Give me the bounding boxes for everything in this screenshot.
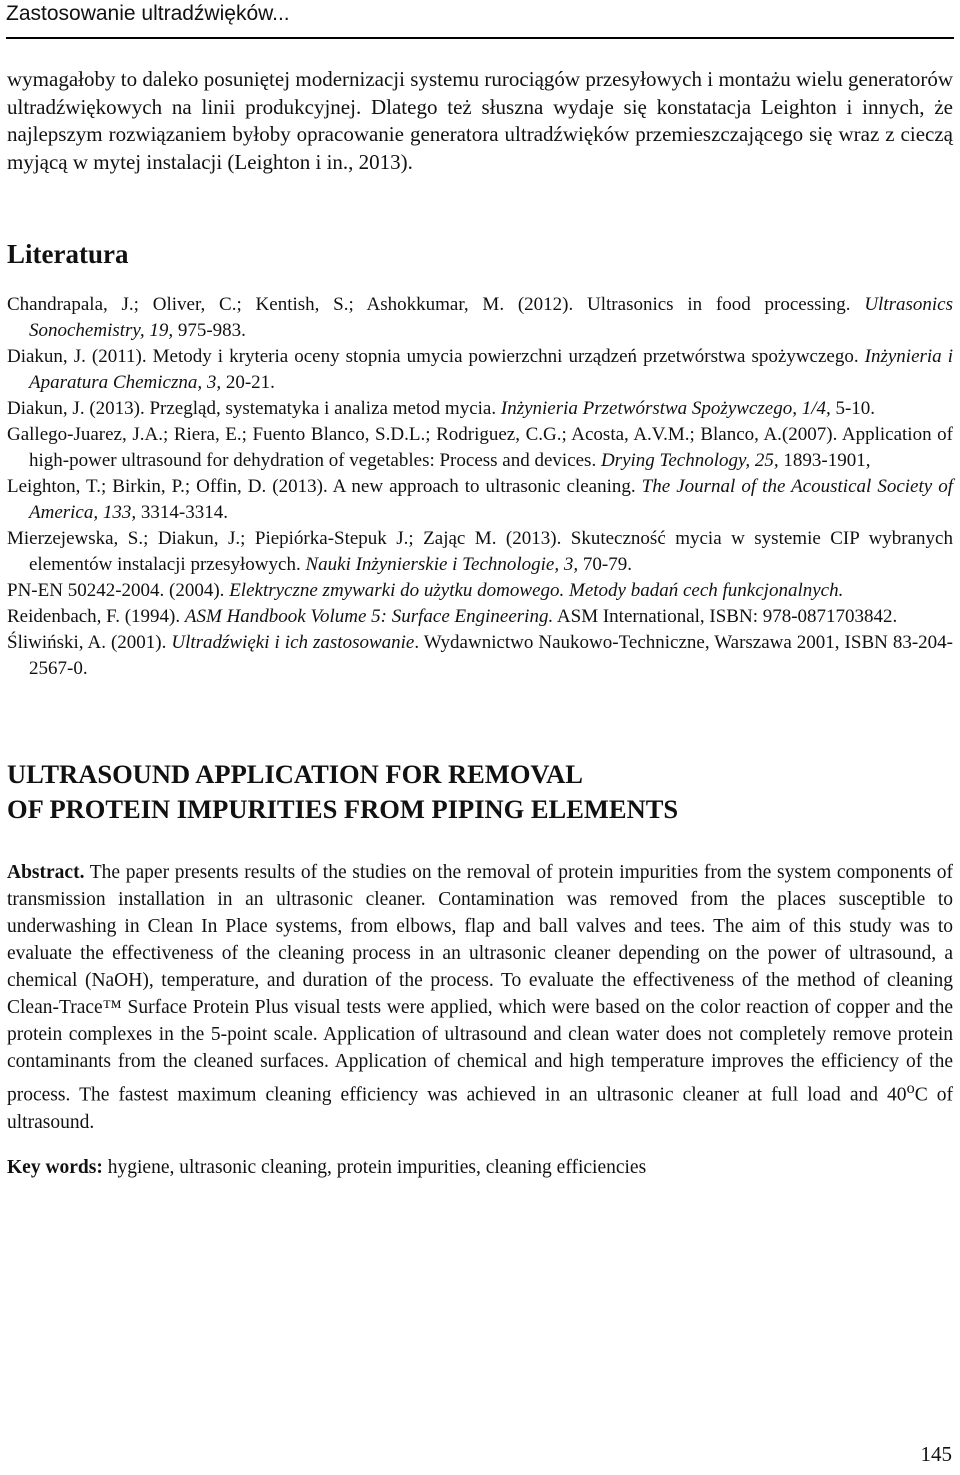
reference-pages: 5-10. (830, 398, 876, 419)
reference-source: ASM Handbook Volume 5: Surface Engineering. (184, 606, 554, 627)
header-rule (6, 37, 954, 39)
abstract-text: The paper presents results of the studies on the removal of protein impurities from the system components of transmission installation in an ultrasonic cleaner. Contamination was removed from the places susceptible to underwashing in Clean In Place systems, from elbows, flap and ball valves and tees. The aim of this study was to evaluate the effectiveness of the cleaning process in an ultrasonic cleaner depending on the power of ultrasound, a chemical (NaOH), temperature, and duration of the process. To evaluate the effectiveness of the method of cleaning Clean-Trace™ Surface Protein Plus visual tests were applied, which were based on the color reaction of copper and the protein complexes in the 5-point scale. Application of ultrasound and clean water does not completely remove protein contaminants from the cleaned surfaces. Application of chemical and high temperature improves the efficiency of the process. The fastest maximum cleaning efficiency was achieved in an ultrasonic cleaner at full load and 40 (7, 862, 953, 1106)
abstract (7, 859, 953, 1136)
reference-item (7, 604, 953, 630)
reference-text: Mierzejewska, S.; Diakun, J.; Piepiórka-Stepuk J.; Zając M. (2013). Skuteczność mycia w systemie CIP wybranych elementów instalacji przesyłowych. (7, 528, 953, 575)
reference-item (7, 396, 953, 422)
reference-text: Śliwiński, A. (2001). (7, 632, 172, 653)
body-paragraph: wymagałoby to daleko posuniętej modernizacji systemu rurociągów przesyłowych i montażu wielu generatorów ultradźwiękowych na linii produkcyjnej. Dlatego też słuszna wydaje się konstatacja Leighton i innych, że najlepszym rozwiązaniem byłoby opracowanie generatora ultradźwięków przemieszczającego się wraz z cieczą myjącą w mytej instalacji (Leighton i in., 2013). (7, 67, 953, 174)
reference-source: The Journal of the Acoustical Society of America, 133, (29, 476, 953, 523)
reference-item (7, 344, 953, 396)
degree-superscript: o (906, 1079, 915, 1097)
reference-item (7, 422, 953, 474)
reference-source: Ultrasonics Sonochemistry, 19, (29, 294, 953, 341)
reference-source: Drying Technology, 25, (600, 450, 779, 471)
reference-pages: 70-79. (578, 554, 632, 575)
page-content (7, 66, 953, 1181)
reference-source: Nauki Inżynierskie i Technologie, 3, (305, 554, 579, 575)
reference-text: PN-EN 50242-2004. (2004). (7, 580, 230, 601)
reference-pages: 3314-3314. (136, 502, 228, 523)
reference-source: Ultradźwięki i ich zastosowanie (171, 632, 415, 653)
reference-text: Reidenbach, F. (1994). (7, 606, 185, 627)
reference-text: Leighton, T.; Birkin, P.; Offin, D. (2013). A new approach to ultrasonic cleaning. (7, 476, 642, 497)
reference-source: Elektryczne zmywarki do użytku domowego. Metody badań cech funkcjonalnych. (229, 580, 844, 601)
reference-item (7, 292, 953, 344)
reference-item (7, 630, 953, 682)
abstract-end: C of ultrasound. (7, 1084, 953, 1133)
reference-text: Diakun, J. (2011). Metody i kryteria oceny stopnia umycia powierzchni urządzeń przetwórstwa spożywczego. (7, 346, 865, 367)
reference-pages: 1893-1901, (778, 450, 871, 471)
literature-heading: Literatura (7, 239, 129, 269)
reference-pages: 975-983. (173, 320, 246, 341)
reference-item (7, 474, 953, 526)
keywords-text: hygiene, ultrasonic cleaning, protein impurities, cleaning efficiencies (102, 1156, 647, 1178)
reference-item (7, 526, 953, 578)
reference-text: Gallego-Juarez, J.A.; Riera, E.; Fuento Blanco, S.D.L.; Rodriguez, C.G.; Acosta, A.V.M.; Blanco, A.(2007). Application of high-power ultrasound for dehydration of vegetables: Process and devices. (7, 424, 953, 471)
english-title-line-1: ULTRASOUND APPLICATION FOR REMOVAL (7, 759, 583, 789)
reference-pages: . Wydawnictwo Naukowo-Techniczne, Warszawa 2001, ISBN 83-204-2567-0. (29, 632, 953, 679)
running-head: Zastosowanie ultradźwięków... (6, 2, 290, 25)
english-title-line-2: OF PROTEIN IMPURITIES FROM PIPING ELEMENTS (7, 794, 679, 824)
reference-pages: ASM International, ISBN: 978-0871703842. (553, 606, 898, 627)
reference-source: Inżynieria i Aparatura Chemiczna, 3, (29, 346, 954, 393)
reference-pages: 20-21. (221, 372, 275, 393)
abstract-label: Abstract. (7, 862, 85, 883)
reference-text: Chandrapala, J.; Oliver, C.; Kentish, S.; Ashokkumar, M. (2012). Ultrasonics in food processing. (7, 294, 865, 315)
keywords (7, 1154, 953, 1181)
page-number: 145 (920, 1442, 952, 1466)
reference-list (7, 292, 953, 682)
english-title (7, 757, 953, 827)
reference-source: Inżynieria Przetwórstwa Spożywczego, 1/4, (500, 398, 831, 419)
reference-text: Diakun, J. (2013). Przegląd, systematyka i analiza metod mycia. (7, 398, 501, 419)
keywords-label: Key words: (7, 1156, 103, 1178)
reference-item (7, 578, 953, 604)
